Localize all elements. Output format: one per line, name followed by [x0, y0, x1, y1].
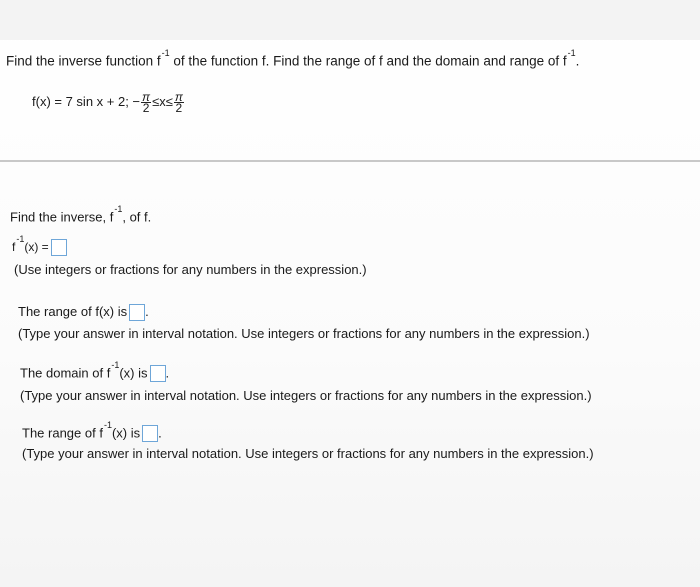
range-inv-label: The range of f [22, 425, 103, 441]
inverse-label: f [12, 240, 16, 254]
range-f-note: (Type your answer in interval notation. Use integers or fractions for any numbers in the expression.) [18, 326, 590, 341]
range-inverse-row [22, 420, 162, 442]
find-inverse-text: Find the inverse, f [10, 209, 114, 225]
domain-inverse-input[interactable] [150, 365, 166, 382]
title-text-1: Find the inverse function f [6, 53, 161, 69]
inverse-label-end: (x) = [24, 240, 49, 254]
frac-pi-over-2 [174, 92, 184, 113]
range-f-label: The range of f(x) is [18, 304, 128, 319]
range-inv-period: . [158, 425, 162, 441]
function-text: f(x) = 7 sin x + 2; − [32, 93, 141, 109]
section-divider [0, 160, 700, 162]
find-inverse-end: , of f. [122, 209, 152, 225]
function-definition [32, 92, 185, 113]
title-end: . [575, 53, 580, 69]
domain-inv-label: The domain of f [20, 365, 111, 381]
frac2-numerator: π [174, 90, 183, 104]
range-inv-sup: -1 [103, 420, 112, 430]
domain-inv-period: . [165, 365, 170, 381]
range-inverse-input[interactable] [142, 425, 158, 442]
range-f-input[interactable] [129, 304, 145, 321]
frac-neg-pi-over-2 [141, 92, 151, 113]
function-inequality: ≤x≤ [152, 93, 173, 109]
top-strip [0, 0, 700, 40]
inverse-answer-input[interactable] [51, 239, 67, 256]
range-inverse-note: (Type your answer in interval notation. Use integers or fractions for any numbers in the expression.) [22, 446, 594, 461]
range-f-row [18, 304, 149, 321]
inverse-answer-row [12, 234, 67, 256]
find-inverse-sup: -1 [114, 204, 123, 214]
domain-inv-sup: -1 [111, 360, 120, 370]
find-inverse-prompt [10, 204, 152, 225]
frac2-denominator: 2 [175, 101, 183, 115]
frac-denominator: 2 [142, 101, 150, 115]
domain-inverse-row [20, 360, 170, 382]
range-inv-end: (x) is [111, 425, 141, 441]
domain-inv-end: (x) is [119, 365, 148, 381]
inverse-note: (Use integers or fractions for any numbers in the expression.) [14, 262, 367, 277]
title-sup-2: -1 [567, 48, 576, 58]
domain-inverse-note: (Type your answer in interval notation. Use integers or fractions for any numbers in the expression.) [20, 388, 592, 403]
inverse-label-sup: -1 [16, 234, 25, 244]
range-f-period: . [145, 304, 149, 319]
title-sup-1: -1 [161, 48, 170, 58]
title-text-2: of the function f. Find the range of f and the domain and range of f [169, 53, 567, 69]
question-title [6, 48, 580, 69]
frac-numerator: π [142, 90, 151, 104]
